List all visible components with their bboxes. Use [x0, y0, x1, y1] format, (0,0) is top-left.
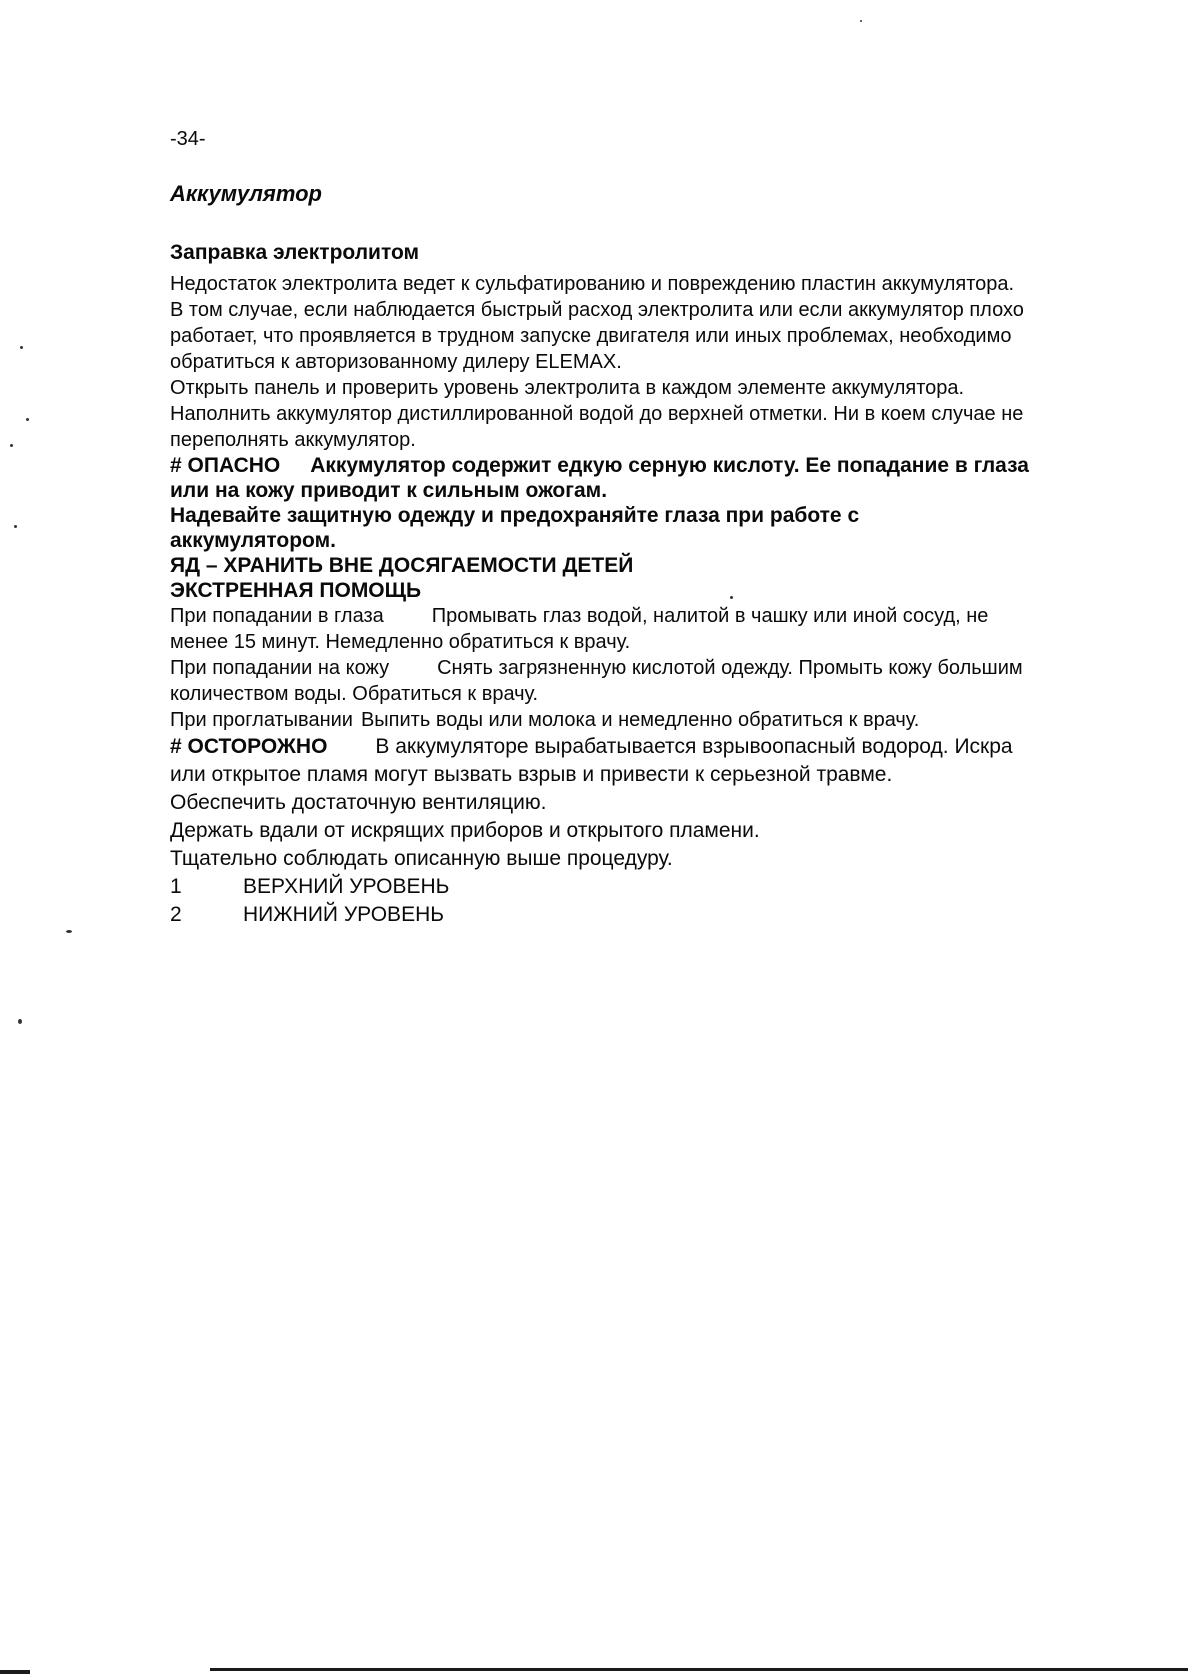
section-title: Аккумулятор	[170, 181, 322, 206]
eyes-text: Промывать глаз водой, налитой в чашку или иной сосуд, не менее 15 минут. Немедленно обратиться к врачу.	[170, 605, 989, 653]
skin-label: При попадании на кожу	[170, 657, 390, 679]
scan-speck	[18, 1019, 22, 1024]
first-aid-eyes	[170, 603, 1030, 655]
legend-item	[170, 873, 1030, 901]
page-content	[170, 128, 1030, 929]
scan-speck	[66, 930, 72, 933]
first-aid-heading: ЭКСТРЕННАЯ ПОМОЩЬ	[170, 579, 422, 602]
caution-warning	[170, 733, 1030, 789]
danger-warning	[170, 453, 1030, 503]
scan-speck	[10, 444, 13, 447]
scan-speck	[20, 346, 23, 349]
swallow-label: При проглатывании	[170, 709, 353, 731]
scan-bottom-rule	[210, 1668, 1188, 1671]
protective-clothing-note: Надевайте защитную одежду и предохраняйте глаза при работе с аккумулятором.	[170, 504, 860, 552]
figure-legend	[170, 873, 1030, 929]
scan-speck	[860, 20, 862, 22]
ventilation-note: Обеспечить достаточную вентиляцию.	[170, 791, 547, 814]
legend-number: 2	[170, 903, 182, 926]
danger-label: # ОПАСНО	[170, 454, 281, 477]
swallow-text: Выпить воды или молока и немедленно обратиться к врачу.	[360, 709, 920, 731]
danger-text: Аккумулятор содержит едкую серную кислоту. Ее попадание в глаза или на кожу приводит к сильным ожогам.	[170, 454, 1029, 502]
poison-warning: ЯД – ХРАНИТЬ ВНЕ ДОСЯГАЕМОСТИ ДЕТЕЙ	[170, 554, 634, 577]
paragraph-dealer: В том случае, если наблюдается быстрый расход электролита или если аккумулятор плохо работает, что проявляется в трудном запуске двигателя или иных проблемах, необходимо обратиться к авторизованному дилеру ELEMAX.	[170, 299, 1024, 373]
caution-label: # ОСТОРОЖНО	[170, 735, 328, 758]
legend-label: ВЕРХНИЙ УРОВЕНЬ	[243, 875, 450, 898]
first-aid-swallow	[170, 707, 1030, 733]
legend-label: НИЖНИЙ УРОВЕНЬ	[243, 903, 445, 926]
eyes-label: При попадании в глаза	[170, 605, 384, 627]
scan-speck	[26, 418, 29, 421]
keep-away-note: Держать вдали от искрящих приборов и открытого пламени.	[170, 819, 760, 842]
paragraph-refill: Открыть панель и проверить уровень электролита в каждом элементе аккумулятора. Наполнить аккумулятор дистиллированной водой до верхней отметки. Ни в коем случае не переполнять аккумулятор.	[170, 377, 1024, 451]
follow-procedure-note: Тщательно соблюдать описанную выше процедуру.	[170, 847, 673, 870]
caution-text: В аккумуляторе вырабатывается взрывоопасный водород. Искра или открытое пламя могут вызвать взрыв и привести к серьезной травме.	[170, 735, 1013, 786]
legend-number: 1	[170, 875, 182, 898]
legend-item	[170, 901, 1030, 929]
subheading: Заправка электролитом	[170, 241, 420, 264]
first-aid-skin	[170, 655, 1030, 707]
skin-text: Снять загрязненную кислотой одежду. Промыть кожу большим количеством воды. Обратиться к врачу.	[170, 657, 1023, 705]
scan-speck	[730, 596, 733, 599]
page-number: -34-	[170, 128, 206, 150]
paragraph-electrolyte-shortage: Недостаток электролита ведет к сульфатированию и повреждению пластин аккумулятора.	[170, 273, 1015, 295]
scan-bottom-rule-left	[0, 1670, 30, 1674]
scan-speck	[14, 525, 17, 528]
